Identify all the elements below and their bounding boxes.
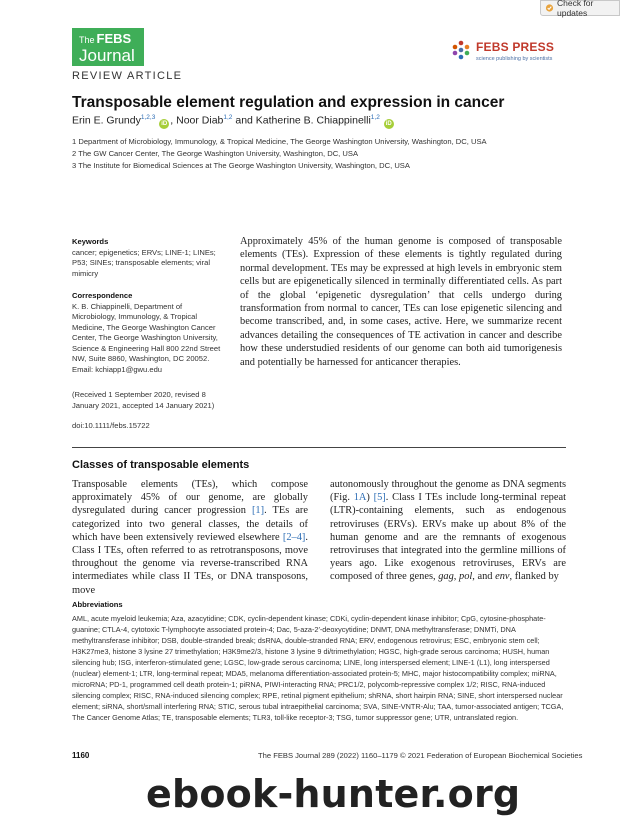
refresh-icon: [545, 3, 554, 13]
affiliation-2: 2 The GW Cancer Center, The George Washington University, Washington, DC, USA: [72, 149, 359, 158]
body-text: . TEs are categorized into two general classes, the details of which have been extensively reviewed elsewhere: [72, 505, 309, 543]
page-number: 1160: [72, 751, 90, 760]
author-list: [72, 114, 395, 129]
body-text: , and: [472, 571, 496, 583]
abbreviations-text: AML, acute myeloid leukemia; Aza, azacytidine; CDK, cyclin-dependent kinase; CDKi, cyclin-dependent kinase inhibitor; CpG, cytosine-phosphate-guanine; CTLA-4, cytotoxic T-lymphocyte associated protein-4; Dac, 5-aza-2′-deoxycytidine; DNMT, DNA methyltransferase; DNMTi, DNA methyltransferase inhibitor; DSB, double-stranded break; dsRNA, double-stranded RNA; ERV, endogenous retrovirus; ESC, embryonic stem cell; H3K27me3, histone 3 lysine 27 trimethylation; H3K9me2/3, histone 3 lysine 9 di/trimethylation; HGSC, high-grade serous carcinoma; HUSH, human silencing hub; ISG, interferon-stimulated gene; LGSC, low-grade serous carcinoma; LINE, long interspersed element; LINE-1 (L1), long interspersed (nuclear) element-1; LTR, long-terminal repeat; MDA5, melanoma differentiation-associated protein-5; MHC, major histocompatibility complex; miRNA, microRNA; PD-1, programmed cell death protein-1; piRNA, PIWI-interacting RNA; PRC1/2, polycomb-repressive complex 1/2; RISC, RNA-induced silencing complex; RISC, RNA-induced silencing complex; RPE, retinal pigment epithelium; shRNA, short hairpin RNA; SINE, short interspersed nuclear element; siRNA, short/small interfering RNA; STIC, serous tubal intraepithelial carcinoma; SVA, SINE-VNTR-Alu; TAA, tumor-associated antigen; TCGA, The Cancer Genome Atlas; TE, transposable elements; TLR3, toll-like receptor-3; TSG, tumor suppressor gene; UTR, untranslated region.: [72, 614, 564, 722]
body-column-right: [330, 478, 566, 584]
author-name[interactable]: Noor Diab: [176, 114, 224, 127]
body-text: ): [366, 492, 374, 504]
author-affiliation-marker: 1,2,3: [140, 114, 156, 121]
publisher-tagline: science publishing by scientists: [476, 56, 553, 62]
orcid-icon[interactable]: iD: [161, 120, 168, 127]
journal-logo-the: The: [79, 35, 95, 45]
author-separator: and: [232, 114, 256, 127]
reference-link[interactable]: [2–4]: [282, 531, 306, 543]
article-type: REVIEW ARTICLE: [72, 70, 183, 82]
keywords-block: [72, 237, 222, 279]
article-title: Transposable element regulation and expression in cancer: [72, 94, 505, 111]
body-text: . Class I TEs include long-terminal repeat (LTR)-containing elements, such as endogenous retroviruses (ERVs). ERVs make up about 8% of the human genome and are the remnants of exogenous retroviruses that integrated into the germline millions of years ago. Like exogenous retroviruses, ERVs are composed of three genes,: [330, 492, 566, 583]
check-for-updates-button[interactable]: [540, 0, 620, 16]
figure-link[interactable]: 1A: [353, 492, 367, 504]
body-text: autonomously throughout the genome as DNA segments (Fig.: [330, 479, 566, 504]
journal-logo: [72, 28, 144, 66]
author-name[interactable]: Katherine B. Chiappinelli: [255, 114, 371, 127]
author-affiliation-marker: 1,2: [223, 114, 233, 121]
body-column-left: [72, 478, 308, 597]
correspondence-email[interactable]: Email: kchiapp1@gwu.edu: [72, 364, 163, 374]
author-name[interactable]: Erin E. Grundy: [72, 114, 141, 127]
abbreviations-heading: Abbreviations: [72, 600, 123, 609]
watermark: ebook-hunter.org: [146, 772, 521, 816]
keywords-text: cancer; epigenetics; ERVs; LINE-1; LINEs; P53; SINEs; transposable elements; viral mimicry: [72, 247, 216, 278]
keywords-heading: Keywords: [72, 237, 109, 246]
febs-press-logo-icon: [450, 39, 472, 61]
section-divider: [72, 447, 566, 448]
body-text: ,: [453, 571, 459, 583]
affiliation-1: 1 Department of Microbiology, Immunology, & Tropical Medicine, The George Washington University, Washington, DC, USA: [72, 137, 487, 146]
author-separator: ,: [170, 114, 177, 127]
reference-link[interactable]: [1]: [251, 505, 265, 517]
check-for-updates-label: Check for updates: [556, 0, 594, 18]
abstract: Approximately 45% of the human genome is composed of transposable elements (TEs). Expression of these elements is tightly regulated during normal development. TEs may be expressed at high levels in embryonic stem cells but are epigenetically silenced in terminally differentiated cells. As part of the global ‘epigenetic dysregulation’ that cells undergo during transformation from normal to cancer, TEs can lose epigenetic silencing and become transcribed, and, in some cases, active. Here, we summarize recent advances detailing the consequences of TE activation in cancer and describe how these understudied residents of our genome can both aid tumorigenesis and potentially be harnessed for anticancer therapies.: [240, 236, 562, 368]
author-affiliation-marker: 1,2: [370, 114, 380, 121]
affiliation-3: 3 The Institute for Biomedical Sciences at The George Washington University, Washington, DC, USA: [72, 161, 410, 170]
gene-name: gag: [438, 571, 454, 583]
gene-name: pol: [459, 571, 473, 583]
journal-logo-journal: Journal: [79, 46, 135, 65]
journal-logo-febs: FEBS: [96, 31, 132, 46]
body-text: Transposable elements (TEs), which compose approximately 45% of our genome, are globally dysregulated during cancer progression: [72, 479, 308, 517]
orcid-icon[interactable]: iD: [385, 120, 392, 127]
correspondence-heading: Correspondence: [72, 291, 133, 300]
publisher-name: FEBS PRESS: [476, 40, 555, 54]
correspondence-text: K. B. Chiappinelli, Department of Microbiology, Immunology, & Tropical Medicine, The George Washington Cancer Center, The George Washington University, Science & Engineering Hall 800 22nd Street NW, Suite 8860, Washington, DC 20052.: [72, 301, 221, 363]
section-heading: Classes of transposable elements: [72, 459, 250, 471]
reference-link[interactable]: [5]: [373, 492, 386, 504]
doi-link[interactable]: doi:10.1111/febs.15722: [72, 421, 150, 430]
correspondence-block: [72, 291, 222, 375]
body-text: , flanked by: [509, 571, 559, 583]
body-text: . Class I TEs, often referred to as retrotransposons, move throughout the genome via reverse-transcribed RNA intermediates while class II TEs, or DNA transposons, move: [72, 531, 308, 596]
footer-citation: The FEBS Journal 289 (2022) 1160–1179 © 2021 Federation of European Biochemical Societies: [258, 751, 583, 760]
publisher-logo: [450, 38, 560, 62]
gene-name: env: [495, 571, 510, 583]
received-dates: (Received 1 September 2020, revised 8 January 2021, accepted 14 January 2021): [72, 390, 215, 410]
affiliations: [72, 136, 592, 172]
